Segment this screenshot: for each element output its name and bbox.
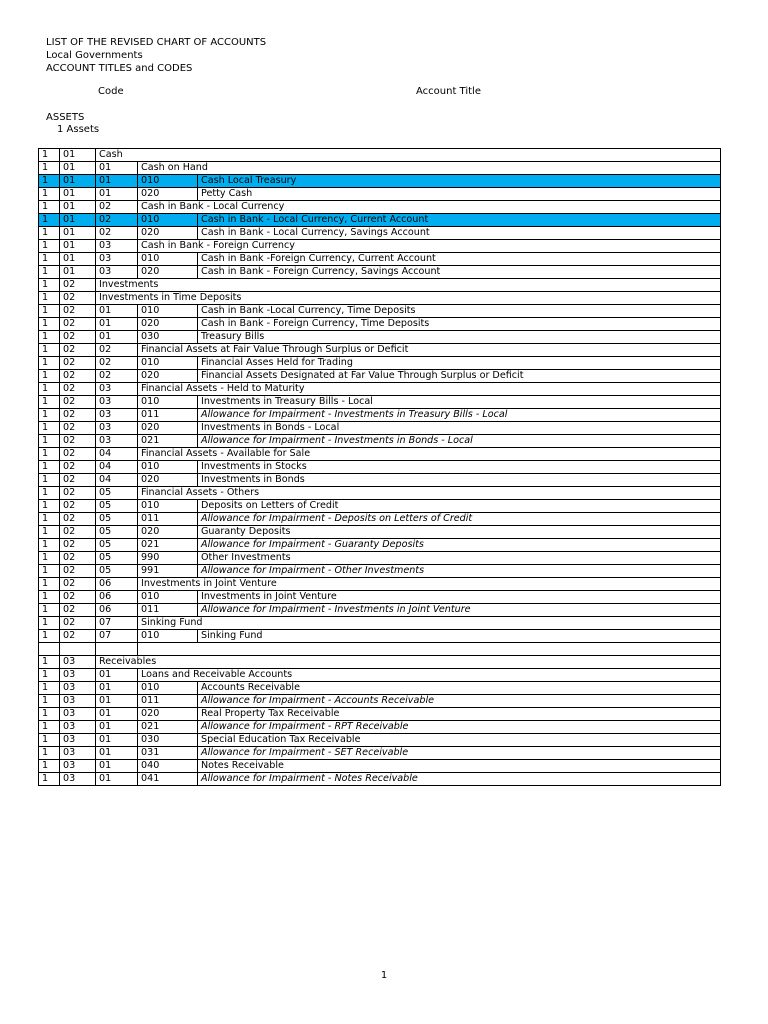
table-row xyxy=(39,227,721,240)
title-column-heading: Account Title xyxy=(416,86,481,97)
section-heading: ASSETS xyxy=(46,112,85,123)
table-cell: Financial Assets - Held to Maturity xyxy=(138,383,721,396)
table-cell: Special Education Tax Receivable xyxy=(198,734,721,747)
table-cell: 1 xyxy=(39,240,60,253)
table-cell: 1 xyxy=(39,591,60,604)
table-cell: 1 xyxy=(39,500,60,513)
table-row xyxy=(39,656,721,669)
table-cell: 02 xyxy=(60,552,96,565)
table-cell: 01 xyxy=(60,253,96,266)
table-cell: 02 xyxy=(60,435,96,448)
subsection-heading: 1 Assets xyxy=(57,124,100,135)
table-cell: 1 xyxy=(39,747,60,760)
table-cell: Receivables xyxy=(96,656,721,669)
table-cell: 01 xyxy=(60,188,96,201)
table-cell: 02 xyxy=(60,539,96,552)
table-cell: 1 xyxy=(39,578,60,591)
table-row xyxy=(39,149,721,162)
table-cell: 03 xyxy=(96,422,138,435)
table-cell: 1 xyxy=(39,162,60,175)
table-cell: 010 xyxy=(138,630,198,643)
table-cell: 1 xyxy=(39,604,60,617)
table-cell: Allowance for Impairment - Notes Receivable xyxy=(198,773,721,786)
table-cell: Loans and Receivable Accounts xyxy=(138,669,721,682)
table-cell: 03 xyxy=(96,266,138,279)
table-cell: 03 xyxy=(60,656,96,669)
table-cell: 04 xyxy=(96,474,138,487)
table-cell xyxy=(60,643,96,656)
table-cell: Allowance for Impairment - RPT Receivable xyxy=(198,721,721,734)
table-cell: 01 xyxy=(96,305,138,318)
table-cell: 1 xyxy=(39,539,60,552)
table-cell: Investments xyxy=(96,279,721,292)
table-cell: 02 xyxy=(60,565,96,578)
table-cell: 02 xyxy=(96,357,138,370)
table-cell: 1 xyxy=(39,253,60,266)
table-cell: 07 xyxy=(96,630,138,643)
table-row xyxy=(39,422,721,435)
document-subtitle: Local Governments xyxy=(46,50,143,61)
table-cell: 03 xyxy=(60,682,96,695)
table-cell: 04 xyxy=(96,448,138,461)
table-row xyxy=(39,474,721,487)
table-cell: 02 xyxy=(60,578,96,591)
table-cell: 011 xyxy=(138,513,198,526)
table-cell: 01 xyxy=(96,773,138,786)
table-cell: 01 xyxy=(96,188,138,201)
table-cell: 01 xyxy=(96,747,138,760)
table-cell: 02 xyxy=(60,305,96,318)
table-cell: 020 xyxy=(138,318,198,331)
table-cell: 03 xyxy=(60,760,96,773)
table-row xyxy=(39,448,721,461)
table-cell: 01 xyxy=(60,175,96,188)
table-row xyxy=(39,344,721,357)
table-cell: Investments in Time Deposits xyxy=(96,292,721,305)
table-cell: 02 xyxy=(60,448,96,461)
table-cell: 06 xyxy=(96,604,138,617)
table-cell: 01 xyxy=(96,331,138,344)
table-cell: 1 xyxy=(39,149,60,162)
table-row xyxy=(39,201,721,214)
table-cell: 020 xyxy=(138,474,198,487)
table-row xyxy=(39,318,721,331)
table-cell: 03 xyxy=(96,396,138,409)
table-cell: 05 xyxy=(96,539,138,552)
table-cell: 02 xyxy=(60,344,96,357)
table-cell: 010 xyxy=(138,591,198,604)
table-row xyxy=(39,617,721,630)
table-row xyxy=(39,370,721,383)
table-cell: Investments in Bonds - Local xyxy=(198,422,721,435)
table-cell: 03 xyxy=(96,253,138,266)
table-row xyxy=(39,279,721,292)
table-cell: 1 xyxy=(39,214,60,227)
table-row xyxy=(39,383,721,396)
table-cell: 1 xyxy=(39,682,60,695)
document-title: LIST OF THE REVISED CHART OF ACCOUNTS xyxy=(46,37,267,48)
table-cell: 020 xyxy=(138,370,198,383)
table-cell: 02 xyxy=(60,370,96,383)
table-row xyxy=(39,552,721,565)
table-cell: 01 xyxy=(60,227,96,240)
table-cell: 02 xyxy=(60,331,96,344)
table-cell: 02 xyxy=(96,201,138,214)
table-row xyxy=(39,604,721,617)
table-cell: Financial Assets - Available for Sale xyxy=(138,448,721,461)
table-cell: 020 xyxy=(138,266,198,279)
document-heading: ACCOUNT TITLES and CODES xyxy=(46,63,193,74)
table-cell: 1 xyxy=(39,513,60,526)
table-cell: Allowance for Impairment - Investments in Joint Venture xyxy=(198,604,721,617)
table-cell: Financial Assets Designated at Far Value Through Surplus or Deficit xyxy=(198,370,721,383)
table-cell: 1 xyxy=(39,461,60,474)
accounts-table xyxy=(38,148,721,786)
table-cell: 02 xyxy=(60,487,96,500)
table-row xyxy=(39,565,721,578)
table-row xyxy=(39,409,721,422)
table-cell: 02 xyxy=(96,227,138,240)
table-cell: 010 xyxy=(138,214,198,227)
table-cell: 01 xyxy=(96,734,138,747)
table-cell: 03 xyxy=(96,435,138,448)
table-cell: Real Property Tax Receivable xyxy=(198,708,721,721)
table-cell: Cash in Bank - Local Currency, Current Account xyxy=(198,214,721,227)
table-row xyxy=(39,396,721,409)
table-cell: 01 xyxy=(96,721,138,734)
table-cell: Allowance for Impairment - Investments in Bonds - Local xyxy=(198,435,721,448)
table-cell: 040 xyxy=(138,760,198,773)
table-cell: 03 xyxy=(96,409,138,422)
table-cell: 03 xyxy=(60,669,96,682)
table-cell: 02 xyxy=(60,292,96,305)
table-cell: 06 xyxy=(96,591,138,604)
table-cell: 01 xyxy=(96,669,138,682)
table-cell: Cash in Bank - Local Currency, Savings Account xyxy=(198,227,721,240)
page-number: 1 xyxy=(380,970,388,981)
table-cell: 03 xyxy=(60,695,96,708)
table-row xyxy=(39,630,721,643)
table-cell: 02 xyxy=(60,474,96,487)
table-cell: 05 xyxy=(96,513,138,526)
table-row xyxy=(39,253,721,266)
table-cell: 1 xyxy=(39,266,60,279)
table-cell: 1 xyxy=(39,331,60,344)
table-cell: Financial Asses Held for Trading xyxy=(198,357,721,370)
table-cell: Cash in Bank - Foreign Currency, Savings Account xyxy=(198,266,721,279)
table-cell: 05 xyxy=(96,565,138,578)
table-cell: 1 xyxy=(39,565,60,578)
table-cell: Financial Assets - Others xyxy=(138,487,721,500)
table-cell: 991 xyxy=(138,565,198,578)
table-cell: 01 xyxy=(96,695,138,708)
table-cell: 03 xyxy=(60,734,96,747)
table-cell: 1 xyxy=(39,669,60,682)
table-cell: 1 xyxy=(39,630,60,643)
table-cell: 010 xyxy=(138,682,198,695)
table-cell: 02 xyxy=(60,617,96,630)
table-row xyxy=(39,539,721,552)
table-row xyxy=(39,461,721,474)
table-cell: 02 xyxy=(60,630,96,643)
table-cell xyxy=(39,643,60,656)
table-cell: 1 xyxy=(39,474,60,487)
table-cell: 02 xyxy=(60,422,96,435)
table-cell: 01 xyxy=(96,175,138,188)
table-cell: 030 xyxy=(138,734,198,747)
code-column-heading: Code xyxy=(98,86,124,97)
table-cell: 1 xyxy=(39,552,60,565)
table-row xyxy=(39,305,721,318)
table-cell: Investments in Bonds xyxy=(198,474,721,487)
table-cell: Cash xyxy=(96,149,721,162)
table-cell: Deposits on Letters of Credit xyxy=(198,500,721,513)
table-row xyxy=(39,526,721,539)
table-cell: 01 xyxy=(60,214,96,227)
table-row xyxy=(39,773,721,786)
table-cell: 1 xyxy=(39,383,60,396)
table-cell: 1 xyxy=(39,370,60,383)
table-cell: 04 xyxy=(96,461,138,474)
table-cell: 01 xyxy=(60,266,96,279)
table-cell: 041 xyxy=(138,773,198,786)
table-cell: 01 xyxy=(96,708,138,721)
table-cell: 01 xyxy=(96,760,138,773)
table-cell: 01 xyxy=(60,162,96,175)
table-cell: 1 xyxy=(39,656,60,669)
table-cell: 02 xyxy=(60,591,96,604)
table-row xyxy=(39,734,721,747)
table-row xyxy=(39,500,721,513)
table-cell: 020 xyxy=(138,526,198,539)
table-cell: 010 xyxy=(138,461,198,474)
table-cell: 07 xyxy=(96,617,138,630)
table-row xyxy=(39,266,721,279)
table-cell: 010 xyxy=(138,305,198,318)
table-cell: Accounts Receivable xyxy=(198,682,721,695)
table-cell: 02 xyxy=(60,279,96,292)
table-cell: 990 xyxy=(138,552,198,565)
table-row xyxy=(39,513,721,526)
table-cell: 01 xyxy=(96,318,138,331)
table-cell: 1 xyxy=(39,279,60,292)
table-row xyxy=(39,643,721,656)
table-cell: 02 xyxy=(96,214,138,227)
table-cell: 1 xyxy=(39,435,60,448)
table-cell: Cash in Bank -Local Currency, Time Deposits xyxy=(198,305,721,318)
table-cell: Investments in Joint Venture xyxy=(138,578,721,591)
table-cell: Cash Local Treasury xyxy=(198,175,721,188)
table-cell: Cash on Hand xyxy=(138,162,721,175)
table-row xyxy=(39,591,721,604)
table-cell: Allowance for Impairment - Accounts Receivable xyxy=(198,695,721,708)
table-cell xyxy=(138,643,721,656)
table-row xyxy=(39,708,721,721)
table-cell: Sinking Fund xyxy=(138,617,721,630)
table-row xyxy=(39,188,721,201)
table-cell: Petty Cash xyxy=(198,188,721,201)
table-cell: 020 xyxy=(138,227,198,240)
table-cell: 1 xyxy=(39,695,60,708)
table-cell: Cash in Bank -Foreign Currency, Current Account xyxy=(198,253,721,266)
table-cell: 1 xyxy=(39,773,60,786)
table-row xyxy=(39,175,721,188)
table-cell: Allowance for Impairment - SET Receivable xyxy=(198,747,721,760)
table-cell: 01 xyxy=(60,240,96,253)
table-cell: 1 xyxy=(39,201,60,214)
table-cell: 1 xyxy=(39,344,60,357)
table-cell: 03 xyxy=(60,708,96,721)
table-cell: 1 xyxy=(39,292,60,305)
table-cell: 1 xyxy=(39,617,60,630)
table-cell: 02 xyxy=(60,513,96,526)
table-row xyxy=(39,331,721,344)
table-cell: 02 xyxy=(60,500,96,513)
table-cell: 1 xyxy=(39,526,60,539)
table-cell: 1 xyxy=(39,760,60,773)
accounts-table-body xyxy=(39,149,721,786)
table-cell: 05 xyxy=(96,552,138,565)
table-row xyxy=(39,487,721,500)
table-cell: 1 xyxy=(39,708,60,721)
table-row xyxy=(39,240,721,253)
table-cell: 1 xyxy=(39,305,60,318)
table-cell: 05 xyxy=(96,500,138,513)
table-row xyxy=(39,357,721,370)
table-row xyxy=(39,292,721,305)
table-cell: 1 xyxy=(39,175,60,188)
table-cell: 010 xyxy=(138,500,198,513)
table-row xyxy=(39,760,721,773)
table-cell: 020 xyxy=(138,188,198,201)
table-cell: 011 xyxy=(138,409,198,422)
table-cell: 1 xyxy=(39,734,60,747)
table-cell: Other Investments xyxy=(198,552,721,565)
table-cell: 030 xyxy=(138,331,198,344)
table-cell: Allowance for Impairment - Other Investments xyxy=(198,565,721,578)
table-cell xyxy=(96,643,138,656)
table-cell: 01 xyxy=(60,149,96,162)
table-cell: 02 xyxy=(60,461,96,474)
table-cell: 1 xyxy=(39,396,60,409)
table-cell: 020 xyxy=(138,708,198,721)
table-cell: Allowance for Impairment - Investments in Treasury Bills - Local xyxy=(198,409,721,422)
table-cell: Cash in Bank - Foreign Currency, Time Deposits xyxy=(198,318,721,331)
table-cell: 03 xyxy=(60,773,96,786)
table-cell: 06 xyxy=(96,578,138,591)
table-cell: 02 xyxy=(60,396,96,409)
table-cell: 03 xyxy=(96,383,138,396)
table-row xyxy=(39,695,721,708)
table-cell: 03 xyxy=(60,747,96,760)
table-row xyxy=(39,214,721,227)
table-cell: 021 xyxy=(138,435,198,448)
table-cell: Sinking Fund xyxy=(198,630,721,643)
table-cell: 02 xyxy=(60,604,96,617)
table-cell: Cash in Bank - Local Currency xyxy=(138,201,721,214)
table-cell: 1 xyxy=(39,188,60,201)
table-cell: 021 xyxy=(138,721,198,734)
table-cell: 02 xyxy=(60,526,96,539)
table-cell: 1 xyxy=(39,422,60,435)
table-cell: 010 xyxy=(138,357,198,370)
table-cell: 02 xyxy=(60,357,96,370)
table-cell: Investments in Stocks xyxy=(198,461,721,474)
table-cell: 01 xyxy=(60,201,96,214)
table-cell: 1 xyxy=(39,357,60,370)
table-row xyxy=(39,435,721,448)
table-cell: 010 xyxy=(138,396,198,409)
table-cell: 01 xyxy=(96,162,138,175)
table-cell: 05 xyxy=(96,487,138,500)
table-row xyxy=(39,747,721,760)
table-cell: 02 xyxy=(60,409,96,422)
table-cell: 011 xyxy=(138,604,198,617)
table-row xyxy=(39,682,721,695)
table-cell: 1 xyxy=(39,227,60,240)
table-row xyxy=(39,669,721,682)
table-cell: Allowance for Impairment - Guaranty Deposits xyxy=(198,539,721,552)
table-cell: Allowance for Impairment - Deposits on Letters of Credit xyxy=(198,513,721,526)
table-row xyxy=(39,162,721,175)
table-cell: Investments in Joint Venture xyxy=(198,591,721,604)
table-cell: 1 xyxy=(39,409,60,422)
table-cell: 02 xyxy=(96,370,138,383)
table-cell: Financial Assets at Fair Value Through Surplus or Deficit xyxy=(138,344,721,357)
table-cell: 010 xyxy=(138,253,198,266)
table-cell: Treasury Bills xyxy=(198,331,721,344)
table-cell: 1 xyxy=(39,318,60,331)
table-cell: 031 xyxy=(138,747,198,760)
table-cell: 05 xyxy=(96,526,138,539)
table-cell: 03 xyxy=(60,721,96,734)
table-cell: 1 xyxy=(39,487,60,500)
table-row xyxy=(39,721,721,734)
table-cell: 02 xyxy=(96,344,138,357)
table-cell: 03 xyxy=(96,240,138,253)
table-cell: 1 xyxy=(39,448,60,461)
table-cell: Cash in Bank - Foreign Currency xyxy=(138,240,721,253)
table-cell: Notes Receivable xyxy=(198,760,721,773)
table-cell: 010 xyxy=(138,175,198,188)
table-cell: 02 xyxy=(60,318,96,331)
table-cell: 1 xyxy=(39,721,60,734)
table-cell: Investments in Treasury Bills - Local xyxy=(198,396,721,409)
table-cell: 020 xyxy=(138,422,198,435)
table-cell: 011 xyxy=(138,695,198,708)
table-row xyxy=(39,578,721,591)
table-cell: 021 xyxy=(138,539,198,552)
table-cell: Guaranty Deposits xyxy=(198,526,721,539)
table-cell: 02 xyxy=(60,383,96,396)
table-cell: 01 xyxy=(96,682,138,695)
